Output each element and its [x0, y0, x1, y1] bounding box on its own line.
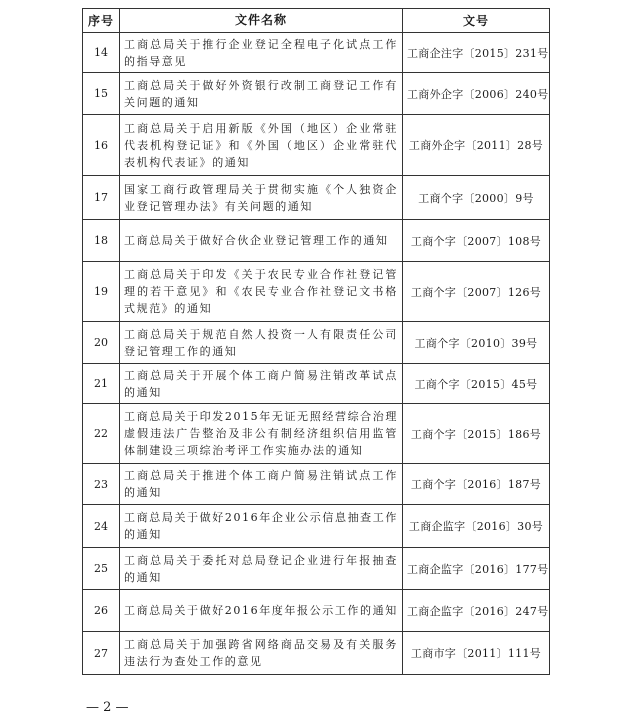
table-row [83, 322, 550, 364]
row-code: 工商企监字〔2016〕30号 [403, 505, 550, 548]
row-number: 14 [83, 33, 120, 73]
row-title: 工商总局关于印发《关于农民专业合作社登记管理的若干意见》和《农民专业合作社登记文书格式规范》的通知 [120, 262, 403, 322]
row-number: 23 [83, 464, 120, 505]
table-row [83, 262, 550, 322]
row-number: 17 [83, 176, 120, 220]
table-row [83, 632, 550, 675]
row-code: 工商市字〔2011〕111号 [403, 632, 550, 675]
row-title: 国家工商行政管理局关于贯彻实施《个人独资企业登记管理办法》有关问题的通知 [120, 176, 403, 220]
row-code: 工商个字〔2007〕126号 [403, 262, 550, 322]
row-number: 27 [83, 632, 120, 675]
row-code: 工商个字〔2007〕108号 [403, 220, 550, 262]
table-row [83, 404, 550, 464]
table-row [83, 548, 550, 590]
table-row [83, 33, 550, 73]
row-number: 26 [83, 590, 120, 632]
row-code: 工商个字〔2016〕187号 [403, 464, 550, 505]
header-row [83, 9, 550, 33]
row-code: 工商个字〔2000〕9号 [403, 176, 550, 220]
row-title: 工商总局关于加强跨省网络商品交易及有关服务违法行为查处工作的意见 [120, 632, 403, 675]
row-title: 工商总局关于做好2016年度年报公示工作的通知 [120, 590, 403, 632]
table-row [83, 464, 550, 505]
row-code: 工商企注字〔2015〕231号 [403, 33, 550, 73]
row-title: 工商总局关于做好合伙企业登记管理工作的通知 [120, 220, 403, 262]
row-code: 工商企监字〔2016〕247号 [403, 590, 550, 632]
table-row [83, 590, 550, 632]
row-title: 工商总局关于启用新版《外国（地区）企业常驻代表机构登记证》和《外国（地区）企业常驻代表机构代表证》的通知 [120, 115, 403, 176]
row-code: 工商外企字〔2011〕28号 [403, 115, 550, 176]
row-code: 工商个字〔2015〕186号 [403, 404, 550, 464]
row-number: 18 [83, 220, 120, 262]
page-number: — 2 — [86, 700, 129, 715]
table-row [83, 505, 550, 548]
row-number: 15 [83, 73, 120, 115]
row-title: 工商总局关于做好2016年企业公示信息抽查工作的通知 [120, 505, 403, 548]
header-number: 序号 [83, 9, 120, 33]
header-title: 文件名称 [120, 9, 403, 33]
row-title: 工商总局关于推行企业登记全程电子化试点工作的指导意见 [120, 33, 403, 73]
table-row [83, 176, 550, 220]
table-row [83, 73, 550, 115]
row-code: 工商个字〔2010〕39号 [403, 322, 550, 364]
document-table [82, 8, 550, 675]
row-title: 工商总局关于做好外资银行改制工商登记工作有关问题的通知 [120, 73, 403, 115]
row-number: 21 [83, 364, 120, 404]
row-code: 工商企监字〔2016〕177号 [403, 548, 550, 590]
row-code: 工商个字〔2015〕45号 [403, 364, 550, 404]
row-title: 工商总局关于推进个体工商户简易注销试点工作的通知 [120, 464, 403, 505]
row-title: 工商总局关于印发2015年无证无照经营综合治理虚假违法广告整治及非公有制经济组织信用监管体制建设三项综治考评工作实施办法的通知 [120, 404, 403, 464]
row-title: 工商总局关于规范自然人投资一人有限责任公司登记管理工作的通知 [120, 322, 403, 364]
row-number: 16 [83, 115, 120, 176]
row-number: 19 [83, 262, 120, 322]
row-number: 20 [83, 322, 120, 364]
table-row [83, 220, 550, 262]
row-code: 工商外企字〔2006〕240号 [403, 73, 550, 115]
table-row [83, 115, 550, 176]
row-title: 工商总局关于开展个体工商户简易注销改革试点的通知 [120, 364, 403, 404]
table-row [83, 364, 550, 404]
row-number: 25 [83, 548, 120, 590]
header-code: 文号 [403, 9, 550, 33]
row-number: 24 [83, 505, 120, 548]
row-title: 工商总局关于委托对总局登记企业进行年报抽查的通知 [120, 548, 403, 590]
row-number: 22 [83, 404, 120, 464]
